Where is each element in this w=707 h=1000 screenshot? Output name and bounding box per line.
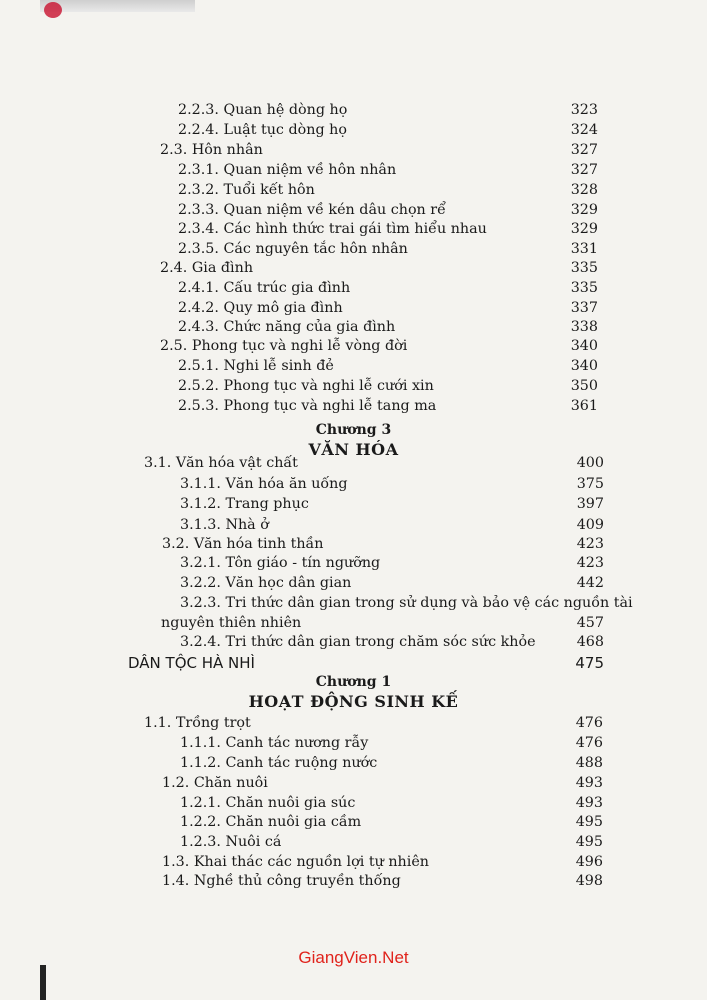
toc-entry-page: 423 [576, 555, 604, 571]
toc-entry-page: 361 [570, 398, 598, 414]
toc-entry-label: 2.4. Gia đình [160, 260, 254, 276]
toc-entry-page: 340 [570, 358, 598, 374]
toc-entry-page: 375 [576, 476, 604, 492]
toc-entry-page: 498 [575, 873, 603, 889]
toc-entry [161, 613, 604, 633]
toc-entry-page: 442 [576, 575, 604, 591]
toc-entry-label: 2.3.1. Quan niệm về hôn nhân [178, 162, 397, 178]
toc-entry [180, 753, 603, 773]
toc-entry-page: 337 [570, 300, 598, 316]
toc-entry [162, 773, 603, 793]
toc-entry-label: 3.1. Văn hóa vật chất [144, 455, 298, 471]
toc-entry [180, 793, 603, 813]
toc-entry [180, 593, 633, 613]
toc-entry [180, 474, 604, 494]
toc-entry [128, 653, 604, 673]
toc-entry-page: 335 [570, 260, 598, 276]
toc-entry-label: 2.4.3. Chức năng của gia đình [178, 319, 396, 335]
toc-entry [160, 336, 598, 356]
toc-entry-label: 2.4.1. Cấu trúc gia đình [178, 280, 351, 296]
toc-entry-label: 1.1. Trồng trọt [144, 715, 251, 731]
toc-entry-label: 2.5.1. Nghi lễ sinh đẻ [178, 358, 334, 374]
toc-entry-page: 495 [575, 814, 603, 830]
chapter-3-title: VĂN HÓA [308, 440, 399, 459]
toc-entry-label: 1.2.3. Nuôi cá [180, 834, 282, 850]
toc-entry [180, 733, 603, 753]
toc-entry [178, 200, 598, 220]
toc-entry-page: 327 [570, 142, 598, 158]
toc-entry [162, 871, 603, 891]
toc-entry [160, 258, 598, 278]
toc-entry-page: 476 [575, 715, 603, 731]
toc-entry-page: 340 [570, 338, 598, 354]
toc-entry-label: 3.1.1. Văn hóa ăn uống [180, 476, 348, 492]
toc-entry [162, 534, 604, 554]
toc-entry [178, 219, 598, 239]
toc-entry-label: 2.2.4. Luật tục dòng họ [178, 122, 347, 138]
toc-entry [178, 239, 598, 259]
toc-entry-label: 1.2.1. Chăn nuôi gia súc [180, 795, 356, 811]
toc-entry-label: DÂN TỘC HÀ NHÌ [128, 654, 255, 672]
toc-entry [180, 515, 604, 535]
toc-entry [144, 713, 603, 733]
toc-entry-page: 328 [570, 182, 598, 198]
toc-entry [178, 396, 598, 416]
toc-entry-page: 488 [575, 755, 603, 771]
toc-entry-label: 2.3.4. Các hình thức trai gái tìm hiểu nhau [178, 221, 487, 237]
toc-entry-page: 338 [570, 319, 598, 335]
toc-entry-label: 1.2. Chăn nuôi [162, 775, 268, 791]
toc-entry [180, 832, 603, 852]
toc-entry [178, 278, 598, 298]
toc-entry [178, 160, 598, 180]
toc-entry-label: 1.1.2. Canh tác ruộng nước [180, 755, 378, 771]
toc-entry [180, 553, 604, 573]
toc-entry [178, 298, 598, 318]
toc-entry-label: 1.4. Nghề thủ công truyền thống [162, 873, 401, 889]
toc-entry [178, 120, 598, 140]
toc-entry-label: 2.5. Phong tục và nghi lễ vòng đời [160, 338, 408, 354]
toc-entry-label: 3.2.2. Văn học dân gian [180, 575, 352, 591]
toc-entry-page: 496 [575, 854, 603, 870]
toc-entry [162, 852, 603, 872]
chapter-1-number: Chương 1 [315, 674, 392, 690]
toc-entry-label: 3.1.2. Trang phục [180, 496, 309, 512]
toc-entry-label: 1.2.2. Chăn nuôi gia cầm [180, 814, 362, 830]
toc-entry-label: 2.5.3. Phong tục và nghi lễ tang ma [178, 398, 437, 414]
toc-entry-label: 1.1.1. Canh tác nương rẫy [180, 735, 369, 751]
toc-entry-label: 2.5.2. Phong tục và nghi lễ cưới xin [178, 378, 434, 394]
toc-entry [160, 140, 598, 160]
toc-entry-page: 400 [576, 455, 604, 471]
toc-entry-page: 329 [570, 202, 598, 218]
watermark: GiangVien.Net [298, 948, 409, 967]
toc-entry-page: 493 [575, 795, 603, 811]
toc-entry-label: 3.2.3. Tri thức dân gian trong sử dụng và bảo vệ các nguồn tài [180, 595, 633, 611]
toc-entry-page: 475 [575, 654, 604, 672]
toc-entry [180, 573, 604, 593]
toc-entry-label: nguyên thiên nhiên [161, 615, 302, 631]
toc-entry-page: 350 [570, 378, 598, 394]
toc-entry-label: 2.3.5. Các nguyên tắc hôn nhân [178, 241, 408, 257]
toc-entry-page: 323 [570, 102, 598, 118]
toc-entry [180, 812, 603, 832]
toc-entry-page: 423 [576, 536, 604, 552]
toc-entry-label: 3.1.3. Nhà ở [180, 517, 269, 533]
toc-entry-page: 335 [570, 280, 598, 296]
chapter-1-title: HOẠT ĐỘNG SINH KẾ [248, 692, 459, 711]
toc-entry-label: 2.3.3. Quan niệm về kén dâu chọn rể [178, 202, 446, 218]
toc-entry-page: 457 [576, 615, 604, 631]
toc-entry-page: 329 [570, 221, 598, 237]
toc-entry [178, 100, 598, 120]
toc-entry-label: 2.3. Hôn nhân [160, 142, 263, 158]
toc-entry [180, 632, 604, 652]
toc-entry-label: 3.2. Văn hóa tinh thần [162, 536, 324, 552]
toc-entry-label: 2.3.2. Tuổi kết hôn [178, 182, 315, 198]
toc-entry-label: 2.2.3. Quan hệ dòng họ [178, 102, 348, 118]
toc-entry-label: 1.3. Khai thác các nguồn lợi tự nhiên [162, 854, 429, 870]
toc-entry-label: 3.2.1. Tôn giáo - tín ngưỡng [180, 555, 381, 571]
toc-entry-page: 468 [576, 634, 604, 650]
toc-entry-page: 476 [575, 735, 603, 751]
toc-entry [178, 317, 598, 337]
toc-entry [178, 376, 598, 396]
toc-entry-page: 327 [570, 162, 598, 178]
toc-entry-page: 397 [576, 496, 604, 512]
toc-entry-page: 495 [575, 834, 603, 850]
toc-entry-page: 493 [575, 775, 603, 791]
toc-entry [180, 494, 604, 514]
chapter-3-number: Chương 3 [315, 422, 392, 438]
toc-entry-page: 409 [576, 517, 604, 533]
toc-entry-page: 324 [570, 122, 598, 138]
toc-entry [178, 356, 598, 376]
toc-entry-label: 3.2.4. Tri thức dân gian trong chăm sóc sức khỏe [180, 634, 536, 650]
toc-entry-page: 331 [570, 241, 598, 257]
toc-entry [178, 180, 598, 200]
toc-entry-label: 2.4.2. Quy mô gia đình [178, 300, 343, 316]
